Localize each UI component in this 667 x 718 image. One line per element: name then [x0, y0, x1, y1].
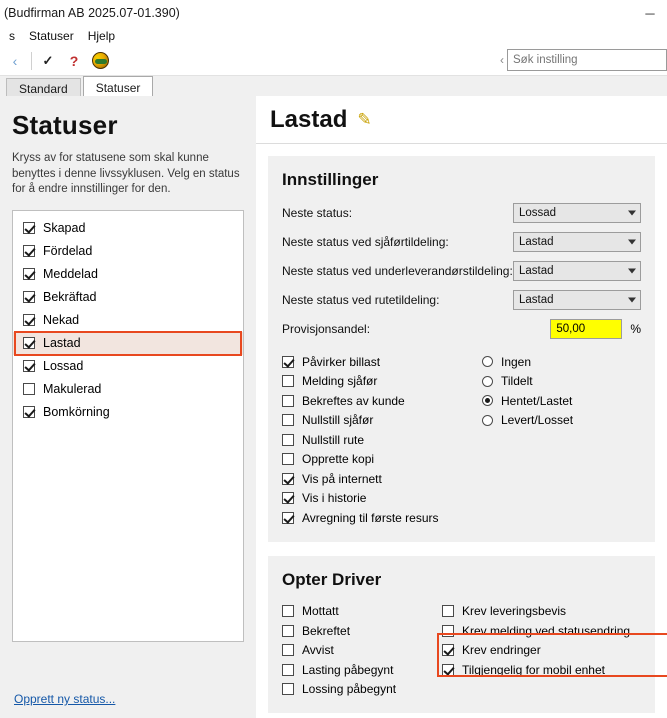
option-label: Levert/Losset: [501, 413, 574, 428]
option-label: Bekreftes av kunde: [302, 393, 405, 408]
list-item-label: Nekad: [43, 313, 80, 328]
dropdown-next-status-subcontractor[interactable]: [513, 261, 641, 281]
settings-title: Innstillinger: [282, 170, 379, 189]
chevron-down-icon: [628, 240, 636, 245]
option-lossing-pabegynt[interactable]: [282, 680, 442, 700]
checkbox-krev-leveringsbevis[interactable]: [442, 605, 454, 617]
dropdown-value: Lossad: [519, 207, 557, 219]
menu-bar: [0, 26, 667, 46]
list-item[interactable]: [13, 309, 243, 332]
option-avvist[interactable]: [282, 641, 442, 661]
list-item-label: Lastad: [43, 336, 81, 351]
dropdown-next-status[interactable]: [513, 203, 641, 223]
pencil-icon[interactable]: ✎: [357, 109, 372, 129]
driver-right-column: [442, 602, 641, 700]
option-label: Lossing påbegynt: [302, 682, 397, 697]
tab-statuser[interactable]: Statuser: [83, 76, 154, 99]
checkbox-bekraftad[interactable]: [23, 291, 35, 303]
checkbox-krev-melding-statusendring[interactable]: [442, 625, 454, 637]
main-content: [0, 96, 667, 718]
checkbox-nullstill-rute[interactable]: [282, 434, 294, 446]
list-item[interactable]: [13, 263, 243, 286]
settings-checkbox-column: [282, 352, 482, 528]
radio-option-hentet-lastet[interactable]: [482, 391, 641, 411]
status-list: [12, 210, 244, 642]
detail-title: Lastad: [270, 105, 348, 133]
checkbox-nekad[interactable]: [23, 314, 35, 326]
list-item-label: Bekräftad: [43, 290, 97, 305]
option-tilgjengelig-mobil-enhet[interactable]: [442, 660, 641, 680]
radio-option-ingen[interactable]: [482, 352, 641, 372]
driver-left-column: [282, 602, 442, 700]
chevron-down-icon: [628, 298, 636, 303]
radio-levert-losset[interactable]: [482, 415, 493, 426]
option-bekreftes-av-kunde[interactable]: [282, 391, 482, 411]
option-label: Avvist: [302, 643, 334, 658]
checkbox-nullstill-sjafor[interactable]: [282, 414, 294, 426]
opter-driver-card: [268, 556, 655, 714]
globe-icon[interactable]: [87, 48, 113, 74]
option-label: Påvirker billast: [302, 354, 381, 369]
window-controls: [633, 0, 667, 26]
checkbox-lossad[interactable]: [23, 360, 35, 372]
option-label: Krev melding ved statusendring: [462, 623, 631, 638]
list-item-label: Fördelad: [43, 244, 93, 259]
driver-options-grid: [282, 602, 641, 700]
panel-hint-text: Kryss av for statusene som skal kunne benyttes i denne livssyklusen. Velg en status for å endre innstillinger for den.: [12, 152, 240, 196]
checkbox-avregning-forste-resurs[interactable]: [282, 512, 294, 524]
list-item[interactable]: [13, 378, 243, 401]
option-vis-pa-internett[interactable]: [282, 469, 482, 489]
option-avregning-forste-resurs[interactable]: [282, 508, 482, 528]
field-commission: [282, 318, 641, 340]
minimize-button[interactable]: ─: [645, 5, 655, 21]
checkbox-melding-sjafor[interactable]: [282, 375, 294, 387]
checkbox-bomkorning[interactable]: [23, 406, 35, 418]
window-title: (Budfirman AB 2025.07-01.390): [4, 6, 180, 20]
commission-input[interactable]: 50,00: [550, 319, 622, 339]
field-label: Neste status:: [282, 206, 353, 220]
radio-hentet-lastet[interactable]: [482, 395, 493, 406]
option-nullstill-rute[interactable]: [282, 430, 482, 450]
checkbox-bekreftes-av-kunde[interactable]: [282, 395, 294, 407]
field-next-status-route: [282, 289, 641, 311]
tab-standard[interactable]: Standard: [6, 78, 81, 99]
radio-ingen[interactable]: [482, 356, 493, 367]
checkbox-lastad[interactable]: [23, 337, 35, 349]
detail-header: [256, 96, 667, 144]
checkbox-vis-i-historie[interactable]: [282, 492, 294, 504]
list-item[interactable]: [13, 401, 243, 424]
driver-title: Opter Driver: [282, 569, 382, 589]
field-next-status-subcontractor: [282, 260, 641, 282]
option-bekreftet[interactable]: [282, 621, 442, 641]
field-label: Neste status ved sjåførtildeling:: [282, 235, 449, 249]
option-label: Lasting påbegynt: [302, 662, 394, 677]
menu-item-hjelp[interactable]: Hjelp: [87, 29, 116, 43]
radio-option-levert-losset[interactable]: [482, 411, 641, 431]
radio-option-tildelt[interactable]: [482, 372, 641, 392]
search-input[interactable]: [507, 49, 667, 71]
option-vis-i-historie[interactable]: [282, 489, 482, 509]
field-label: Neste status ved rutetildeling:: [282, 293, 440, 307]
dropdown-value: Lastad: [519, 236, 554, 248]
option-pavirker-billast[interactable]: [282, 352, 482, 372]
option-label: Hentet/Lastet: [501, 393, 573, 408]
dropdown-next-status-route[interactable]: [513, 290, 641, 310]
dropdown-value: Lastad: [519, 265, 554, 277]
list-item[interactable]: [13, 286, 243, 309]
checkbox-lasting-pabegynt[interactable]: [282, 664, 294, 676]
checkbox-lossing-pabegynt[interactable]: [282, 683, 294, 695]
title-bar: [0, 0, 667, 26]
dropdown-next-status-driver[interactable]: [513, 232, 641, 252]
list-item-label: Makulerad: [43, 382, 102, 397]
menu-item-statuser[interactable]: Statuser: [29, 29, 74, 43]
checkbox-bekreftet[interactable]: [282, 625, 294, 637]
status-detail-panel: [256, 96, 667, 718]
toolbar: [0, 46, 667, 76]
list-item-label: Meddelad: [43, 267, 98, 282]
settings-radio-column: [482, 352, 641, 528]
list-item[interactable]: [13, 355, 243, 378]
option-label: Ingen: [501, 354, 532, 369]
option-label: Melding sjåfør: [302, 374, 378, 389]
option-krev-leveringsbevis[interactable]: [442, 602, 641, 622]
field-next-status-driver: [282, 231, 641, 253]
checkbox-makulerad[interactable]: [23, 383, 35, 395]
option-krev-melding-statusendring[interactable]: [442, 621, 641, 641]
create-new-status-link[interactable]: Opprett ny status...: [14, 692, 116, 706]
option-mottatt[interactable]: [282, 602, 442, 622]
page-title: Statuser: [12, 110, 118, 140]
option-label: Krev leveringsbevis: [462, 604, 567, 619]
option-label: Krev endringer: [462, 643, 541, 658]
toolbar-separator: [31, 52, 32, 70]
option-label: Opprette kopi: [302, 452, 375, 467]
field-label: Provisjonsandel:: [282, 322, 371, 336]
option-label: Tildelt: [501, 374, 533, 389]
field-next-status: [282, 202, 641, 224]
option-nullstill-sjafor[interactable]: [282, 411, 482, 431]
confirm-check-icon[interactable]: ✓: [42, 52, 54, 68]
list-item-label: Bomkörning: [43, 405, 110, 420]
radio-tildelt[interactable]: [482, 376, 493, 387]
chevron-down-icon: [628, 269, 636, 274]
checkbox-skapad[interactable]: [23, 222, 35, 234]
checkbox-fordelad[interactable]: [23, 245, 35, 257]
checkbox-tilgjengelig-mobil-enhet[interactable]: [442, 664, 454, 676]
list-item-selected[interactable]: [13, 332, 243, 355]
option-label: Vis i historie: [302, 491, 367, 506]
checkbox-vis-pa-internett[interactable]: [282, 473, 294, 485]
search-area: [497, 49, 667, 71]
option-label: Vis på internett: [302, 471, 382, 486]
chevron-left-icon[interactable]: ‹: [500, 53, 504, 67]
percent-sign: %: [630, 322, 641, 336]
field-label: Neste status ved underleverandørstildeling:: [282, 264, 513, 278]
checkbox-avvist[interactable]: [282, 644, 294, 656]
checkbox-krev-endringer[interactable]: [442, 644, 454, 656]
option-label: Mottatt: [302, 604, 339, 619]
status-list-panel: [0, 96, 256, 718]
option-label: Tilgjengelig for mobil enhet: [462, 662, 605, 677]
list-item-label: Skapad: [43, 221, 86, 236]
option-label: Avregning til første resurs: [302, 510, 439, 525]
dropdown-value: Lastad: [519, 294, 554, 306]
option-label: Nullstill rute: [302, 432, 365, 447]
settings-options: [282, 352, 641, 528]
list-item[interactable]: [13, 240, 243, 263]
help-icon[interactable]: ?: [69, 52, 79, 69]
settings-card: [268, 156, 655, 542]
checkbox-mottatt[interactable]: [282, 605, 294, 617]
option-melding-sjafor[interactable]: [282, 372, 482, 392]
menu-item-leading[interactable]: s: [9, 29, 15, 43]
list-item[interactable]: [13, 217, 243, 240]
option-lasting-pabegynt[interactable]: [282, 660, 442, 680]
checkbox-meddelad[interactable]: [23, 268, 35, 280]
chevron-down-icon: [628, 211, 636, 216]
back-arrow-icon[interactable]: ‹: [12, 52, 18, 69]
option-label: Bekreftet: [302, 623, 351, 638]
option-label: Nullstill sjåfør: [302, 413, 374, 428]
checkbox-pavirker-billast[interactable]: [282, 356, 294, 368]
option-krev-endringer[interactable]: [442, 641, 641, 661]
option-opprette-kopi[interactable]: [282, 450, 482, 470]
checkbox-opprette-kopi[interactable]: [282, 453, 294, 465]
list-item-label: Lossad: [43, 359, 84, 374]
